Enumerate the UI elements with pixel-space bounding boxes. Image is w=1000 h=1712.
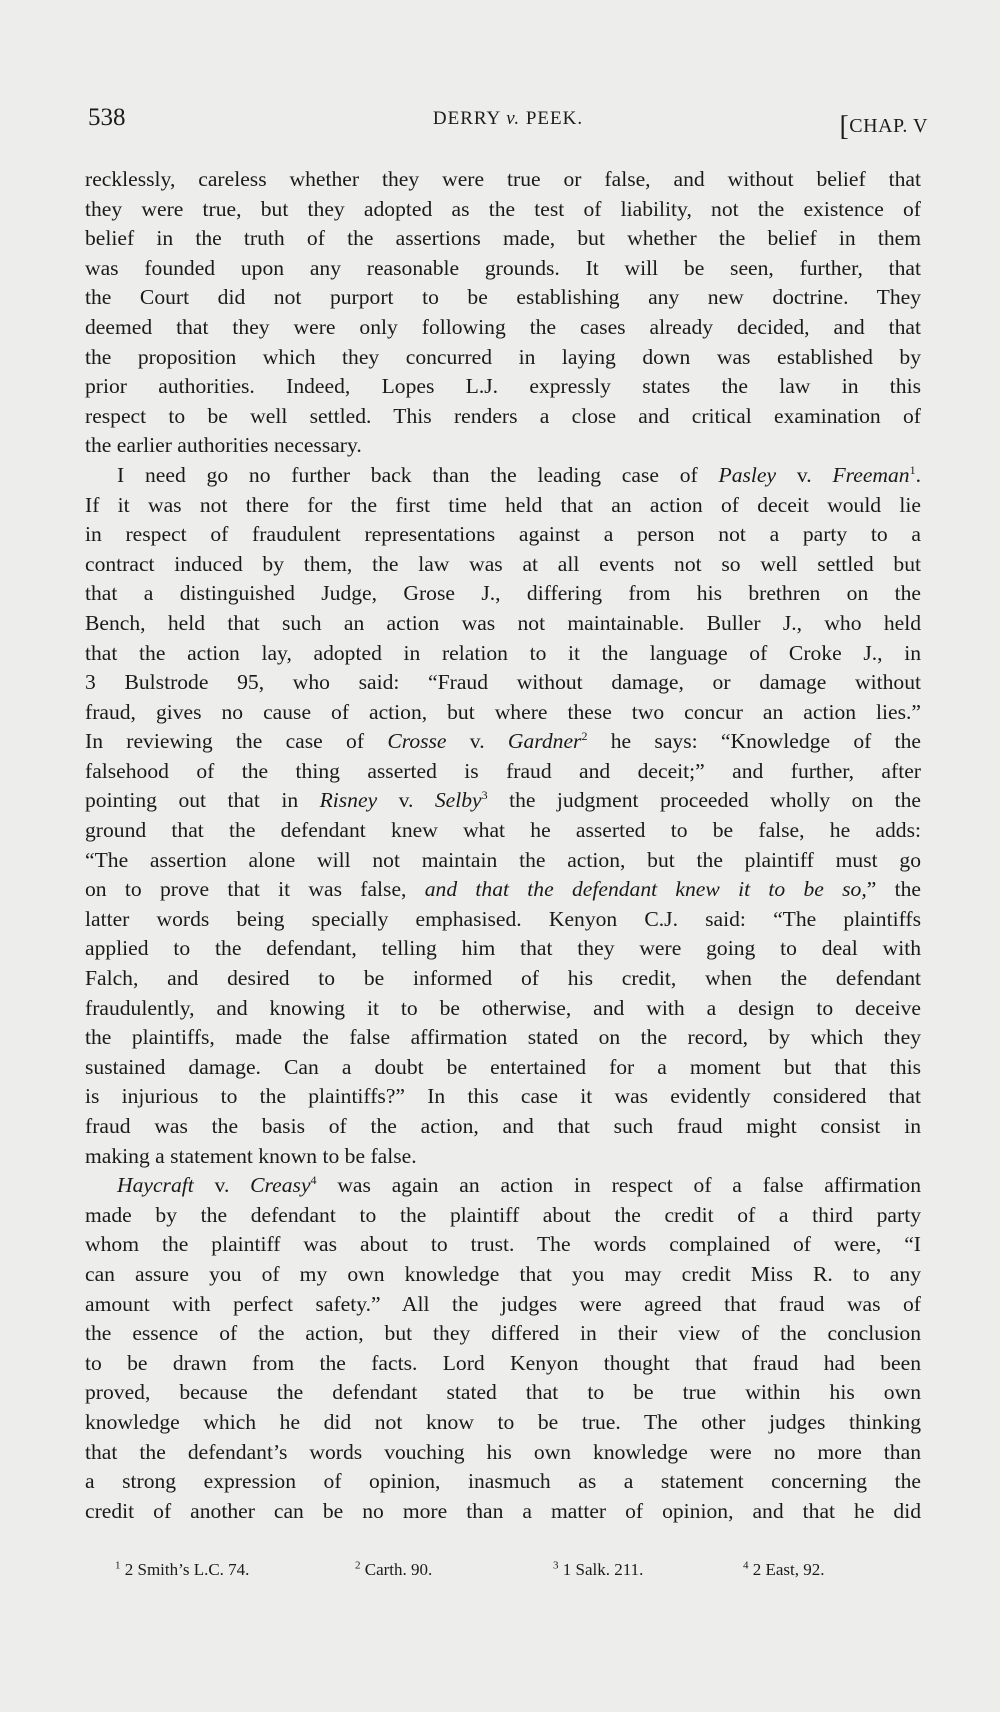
text-line: Falch, and desired to be informed of his credit, when the defendant [85, 966, 921, 991]
text-line: whom the plaintiff was about to trust. The words complained of were, “I [85, 1232, 921, 1257]
versus-abbrev: v. [446, 729, 508, 754]
text-line: was founded upon any reasonable grounds. It will be seen, further, that [85, 255, 921, 280]
text-line: that the action lay, adopted in relation to it the language of Croke J., in [85, 640, 921, 665]
text-run: ” the [866, 877, 921, 902]
text-line: deemed that they were only following the cases already decided, and that [85, 314, 921, 339]
footnote-ref: 1 [909, 462, 916, 477]
text-line: fraud was the basis of the action, and that such fraud might consist in [85, 1114, 921, 1138]
text-line: they were true, but they adopted as the test of liability, not the existence of [85, 196, 921, 221]
text-line: proved, because the defendant stated that to be true within his own [85, 1380, 921, 1405]
case-name: Gardner [507, 729, 582, 754]
text-line: making a statement known to be false. [85, 1143, 417, 1168]
text-line: recklessly, careless whether they were true or false, and without belief that [85, 167, 921, 191]
text-line [85, 875, 921, 905]
paragraph-3 [85, 1171, 921, 1526]
footnote-mark: 4 [743, 1559, 749, 1572]
case-name: Pasley [718, 462, 777, 487]
text-line: prior authorities. Indeed, Lopes L.J. expressly states the law in this [85, 374, 921, 399]
text-run: the judgment proceeded wholly on the [487, 788, 921, 813]
text-line [85, 461, 921, 491]
paragraph-2 [85, 461, 921, 1171]
footnote-mark: 3 [553, 1559, 559, 1572]
text-line: in respect of fraudulent representations against a person not a party to a [85, 522, 921, 547]
text-run: I need go no further back than the leading case of [117, 462, 719, 487]
text-line: the proposition which they concurred in laying down was established by [85, 344, 921, 369]
footnote [115, 1560, 249, 1580]
running-title [88, 108, 928, 130]
footnote-text: 1 Salk. 211. [558, 1560, 644, 1579]
text-line: contract induced by them, the law was at all events not so well settled but [85, 551, 921, 576]
text-line: fraud, gives no cause of action, but where these two concur an action lies.” [85, 699, 921, 724]
paragraph-1 [85, 165, 921, 461]
footnote-mark: 1 [115, 1559, 121, 1572]
text-line: “The assertion alone will not maintain the action, but the plaintiff must go [85, 847, 921, 872]
text-run: was again an action in respect of a false affirmation [316, 1173, 921, 1198]
case-name: Creasy [250, 1173, 311, 1198]
case-name: Freeman [832, 462, 910, 487]
text-line: falsehood of the thing asserted is fraud and deceit;” and further, after [85, 758, 921, 783]
text-line: Bench, held that such an action was not maintainable. Buller J., who held [85, 610, 921, 635]
text-line: the plaintiffs, made the false affirmation stated on the record, by which they [85, 1025, 921, 1050]
text-line: sustained damage. Can a doubt be entertained for a moment but that this [85, 1054, 921, 1079]
text-line: latter words being specially emphasised. Kenyon C.J. said: “The plaintiffs [85, 906, 921, 931]
text-line: knowledge which he did not know to be true. The other judges thinking [85, 1409, 921, 1434]
versus-abbrev: v. [377, 788, 435, 813]
page-number: 538 [88, 104, 126, 131]
running-title-party-a: DERRY [432, 108, 501, 129]
footnote-ref: 2 [581, 729, 588, 744]
text-line: credit of another can be no more than a matter of opinion, and that he did [85, 1498, 921, 1523]
footnote [355, 1560, 432, 1580]
text-run: . [915, 462, 921, 487]
text-line: that a distinguished Judge, Grose J., differing from his brethren on the [85, 581, 921, 606]
text-line: the earlier authorities necessary. [85, 433, 362, 458]
text-line: can assure you of my own knowledge that you may credit Miss R. to any [85, 1261, 921, 1286]
body-text [85, 165, 921, 1526]
text-line: belief in the truth of the assertions made, but whether the belief in them [85, 226, 921, 251]
text-line: the essence of the action, but they differed in their view of the conclusion [85, 1321, 921, 1346]
chapter-bracket: [ [839, 111, 850, 142]
text-run: he says: “Knowledge of the [587, 729, 921, 754]
footnote-text: 2 East, 92. [748, 1560, 825, 1579]
text-line: that the defendant’s words vouching his own knowledge were no more than [85, 1439, 921, 1464]
text-line: amount with perfect safety.” All the judges were agreed that fraud was of [85, 1291, 921, 1316]
versus-abbrev: v. [776, 462, 833, 487]
text-line [85, 786, 921, 816]
case-name: Selby [434, 788, 482, 813]
running-title-party-b: PEEK. [525, 108, 584, 129]
footnote-text: 2 Smith’s L.C. 74. [120, 1560, 250, 1579]
text-line: ground that the defendant knew what he asserted to be false, he adds: [85, 818, 921, 843]
text-line: fraudulently, and knowing it to be otherwise, and with a design to deceive [85, 995, 921, 1020]
footnote [553, 1560, 643, 1580]
versus-abbrev: v. [193, 1173, 251, 1198]
text-line: applied to the defendant, telling him that they were going to deal with [85, 936, 921, 961]
text-run: pointing out that in [85, 788, 320, 813]
case-name: Crosse [387, 729, 447, 754]
chapter-marker [839, 108, 928, 140]
case-name: Haycraft [117, 1173, 194, 1198]
footnotes [115, 1560, 895, 1590]
running-head [88, 104, 928, 140]
case-name: Risney [319, 788, 378, 813]
text-line [85, 1171, 921, 1201]
footnote-mark: 2 [355, 1559, 361, 1572]
text-line: to be drawn from the facts. Lord Kenyon thought that fraud had been [85, 1350, 921, 1375]
text-line: made by the defendant to the plaintiff about the credit of a third party [85, 1202, 921, 1227]
text-line: is injurious to the plaintiffs?” In this case it was evidently considered that [85, 1084, 921, 1109]
running-title-versus: v. [506, 108, 521, 129]
footnote [743, 1560, 825, 1580]
text-line: If it was not there for the first time held that an action of deceit would lie [85, 492, 921, 517]
footnote-text: Carth. 90. [360, 1560, 433, 1579]
emphasised-quote: and that the defendant knew it to be so, [424, 877, 867, 902]
text-line: the Court did not purport to be establishing any new doctrine. They [85, 285, 921, 310]
text-line [85, 727, 921, 757]
text-run: In reviewing the case of [85, 729, 388, 754]
footnote-ref: 3 [481, 788, 488, 803]
text-line: a strong expression of opinion, inasmuch as a statement concerning the [85, 1469, 921, 1494]
footnote-ref: 4 [310, 1173, 317, 1187]
text-line: 3 Bulstrode 95, who said: “Fraud without damage, or damage without [85, 670, 921, 695]
chapter-label: CHAP. V [849, 115, 928, 137]
text-line: respect to be well settled. This renders a close and critical examination of [85, 403, 921, 428]
text-run: on to prove that it was false, [85, 877, 425, 902]
